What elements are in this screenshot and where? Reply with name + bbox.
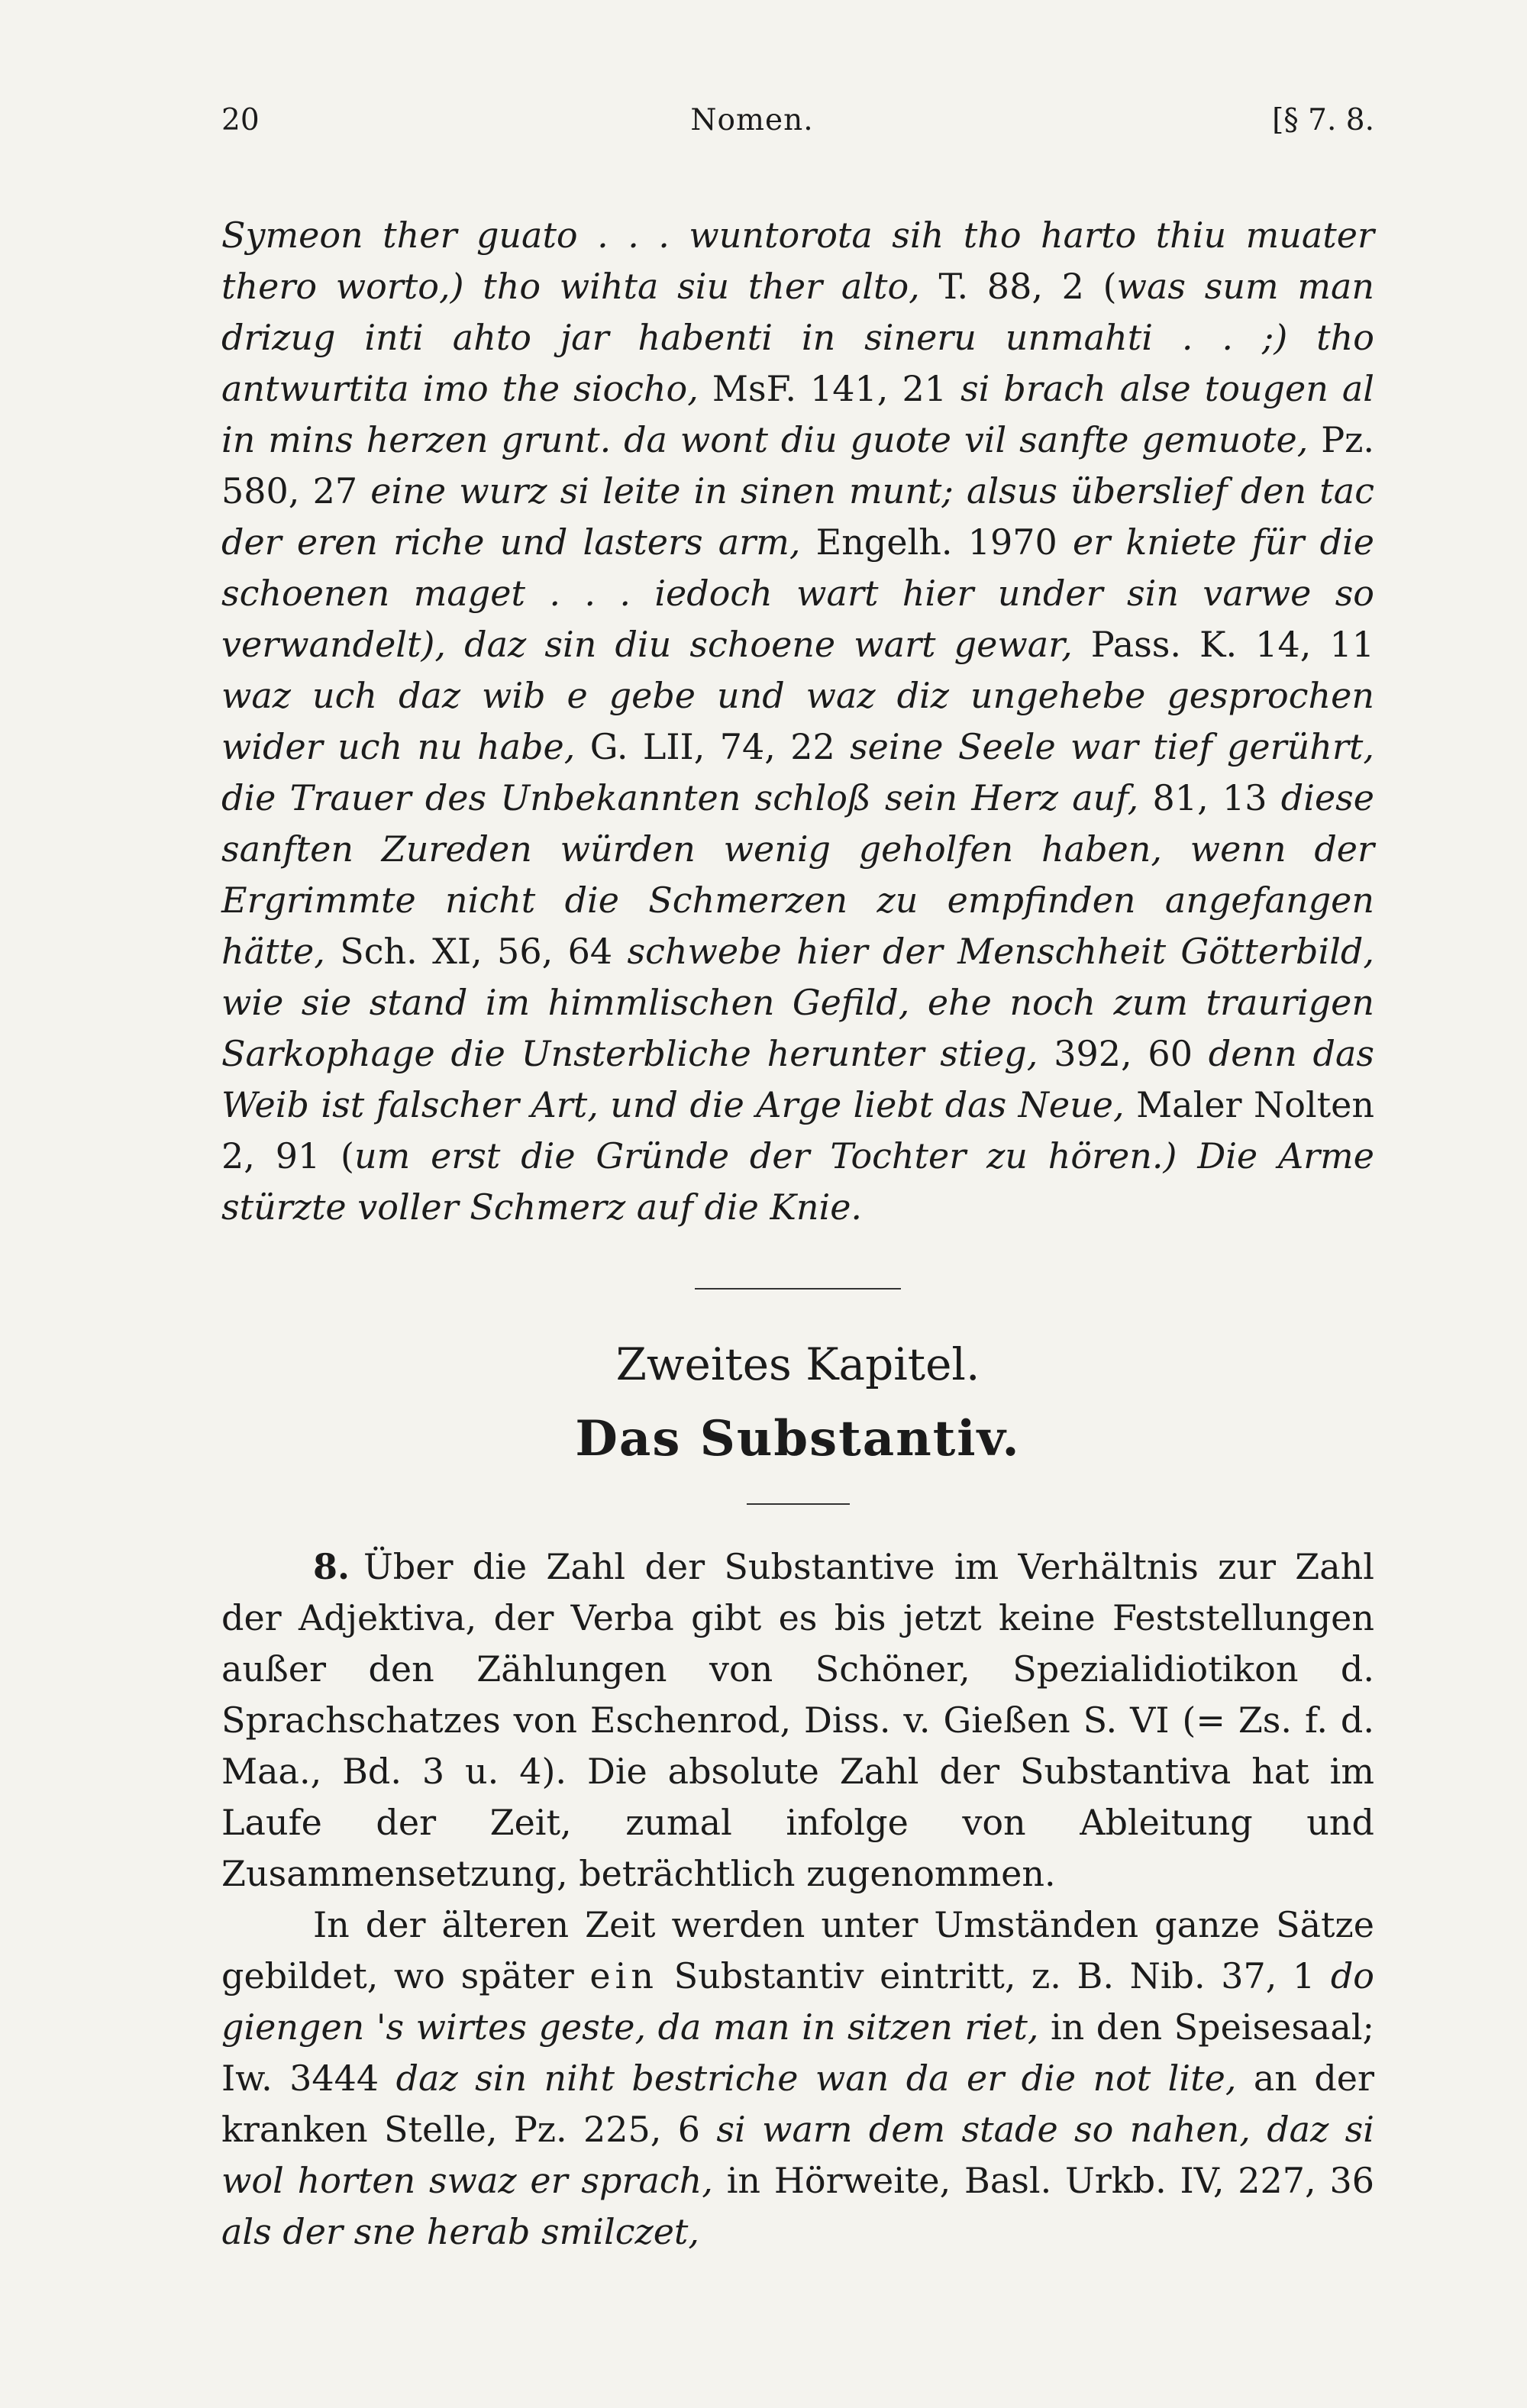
citation-text: was sum man drizug inti ahto jar habenti in sineru unmahti . . ;) tho antwurtita imo the siocho, [221,266,1374,409]
citation-source: T. 88, 2 ( [919,266,1117,307]
paragraph-text: an der kranken Stelle, Pz. 225, 6 [221,2058,1375,2150]
section-divider [695,1288,901,1290]
citation-source: G. LII, 74, 22 [575,726,851,767]
citation-source: 81, 13 [1138,777,1281,818]
citation-text: Symeon ther guato . . . wuntorota sih tho harto thiu muater thero worto,) tho wihta siu ther alto, [221,215,1374,307]
citation-text: si warn dem stade so nahen, daz si wol horten swaz er sprach, [221,2109,1375,2201]
citation-text: schwebe hier der Menschheit Götterbild, wie sie stand im himmlischen Gefild, ehe noch zum traurigen Sarkophage die Unsterbliche herunter stieg, [221,931,1374,1074]
citation-source: Pass. K. 14, 11 [1072,624,1374,665]
citation-text: daz sin niht bestriche wan da er die not lite, [395,2058,1237,2099]
citation-text: si brach alse tougen al in mins herzen grunt. da wont diu guote vil sanfte gemuote, [221,368,1375,460]
paragraph-text: Über die Zahl der Substantive im Verhältnis zur Zahl der Adjektiva, der Verba gibt es bis jetzt keine Feststellungen außer den Zählungen von Schöner, Spezialidiotikon d. Sprachschatzes von Eschenrod, Diss. v. Gießen S. VI (= Zs. f. d. Maa., Bd. 3 u. 4). Die absolute Zahl der Substantiva hat im Laufe der Zeit, zumal infolge von Ableitung und Zusammensetzung, beträchtlich zugenommen. [221,1546,1374,1894]
citation-source: Pz. 580, 27 [221,419,1375,512]
citation-source: 392, 60 [1038,1033,1209,1074]
citation-source: Sch. XI, 56, 64 [324,931,628,972]
paragraph-older-time [221,1900,1374,2258]
paragraph-text: in Hörweite, Basl. Urkb. IV, 227, 36 [712,2160,1374,2201]
citation-text: waz uch daz wib e gebe und waz diz ungehebe gesprochen wider uch nu habe, [221,675,1374,767]
paragraph-8 [221,1541,1374,1900]
page-header [221,103,1374,149]
citation-paragraph [221,210,1374,1233]
section-number: 8. [313,1546,350,1587]
citation-text: eine wurz si leite in sinen munt; alsus überslief den tac der eren riche und lasters arm, [221,470,1374,563]
citation-text: als der sne herab smilczet, [221,2211,700,2252]
citation-source: Maler Nolten 2, 91 ( [221,1084,1374,1177]
citation-source [1177,1135,1197,1177]
citation-block [221,210,1374,1233]
paragraph-text: In der älteren Zeit werden unter Umständen ganze Sätze gebildet, wo später [221,1904,1374,1996]
chapter-label: Zweites Kapitel. [615,1338,980,1390]
citation-text: Die Arme stürzte voller Schmerz auf die Knie. [221,1135,1374,1228]
citation-text: seine Seele war tief gerührt, die Trauer des Unbekannten schloß sein Herz auf, [221,726,1374,818]
title-divider [747,1503,850,1505]
body-text [221,1541,1374,2258]
citation-text: diese sanften Zureden würden wenig geholfen haben, wenn der Ergrimmte nicht die Schmerzen zu empfinden angefangen hätte, [221,777,1374,972]
citation-source: MsF. 141, 21 [698,368,961,409]
page-number: 20 [221,103,260,137]
paragraph-text: Substantiv eintritt, z. B. Nib. 37, 1 [657,1955,1331,1996]
book-page [221,103,1374,2258]
emphasized-word: ein [589,1955,658,1996]
citation-text: er kniete für die schoenen maget . . . iedoch wart hier under sin varwe so verwandelt), daz sin diu schoene wart gewar, [221,521,1374,665]
citation-text: um erst die Gründe der Tochter zu hören.) [354,1135,1177,1177]
paragraph-text: in den Speisesaal; Iw. 3444 [221,2006,1374,2099]
chapter-title: Das Substantiv. [575,1410,1021,1467]
citation-source: Engelh. 1970 [800,521,1073,563]
citation-text: do giengen 's wirtes geste, da man in sitzen riet, [221,1955,1374,2048]
section-reference: [§ 7. 8. [1272,103,1374,137]
running-title: Nomen. [690,103,814,137]
citation-text: denn das Weib ist falscher Art, und die Arge liebt das Neue, [221,1033,1374,1125]
